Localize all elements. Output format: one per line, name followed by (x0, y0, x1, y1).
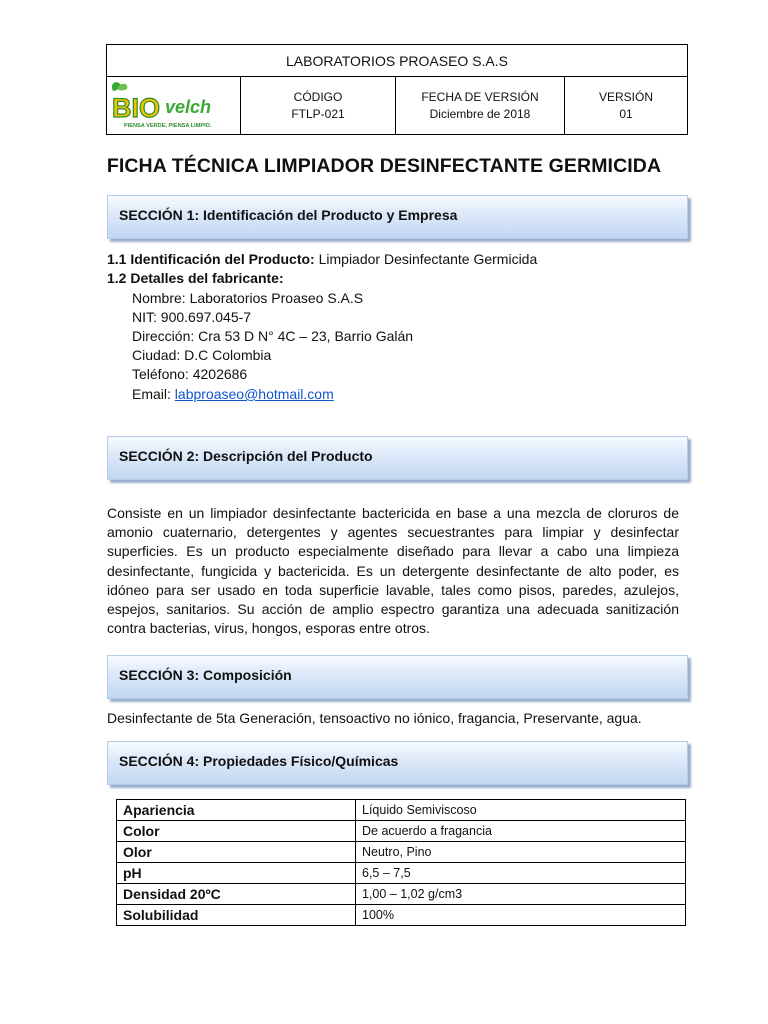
property-name: Solubilidad (117, 905, 356, 926)
property-value: 1,00 – 1,02 g/cm3 (356, 884, 686, 905)
document-header (106, 44, 688, 135)
section-4-heading: SECCIÓN 4: Propiedades Físico/Químicas (119, 753, 399, 769)
maker-email-line (132, 386, 334, 402)
property-value: Neutro, Pino (356, 842, 686, 863)
logo-brand-velch: velch (165, 97, 212, 117)
property-name: Olor (117, 842, 356, 863)
logo-graphic (107, 77, 239, 133)
version-cell (565, 77, 687, 134)
table-row (117, 800, 686, 821)
maker-phone: Teléfono: 4202686 (132, 366, 248, 382)
maker-name: Nombre: Laboratorios Proaseo S.A.S (132, 290, 364, 306)
version-value: 01 (619, 107, 633, 121)
table-row (117, 863, 686, 884)
table-row (117, 905, 686, 926)
code-value: FTLP-021 (291, 107, 345, 121)
version-label: VERSIÓN (598, 90, 653, 104)
property-value: 6,5 – 7,5 (356, 863, 686, 884)
section-1-heading: SECCIÓN 1: Identificación del Producto y Empresa (119, 207, 458, 223)
code-label: CÓDIGO (293, 90, 343, 104)
table-row (117, 884, 686, 905)
maker-label: 1.2 Detalles del fabricante: (107, 270, 284, 286)
email-link[interactable]: labproaseo@hotmail.com (174, 386, 334, 402)
section-4-heading-box (107, 741, 688, 785)
product-value: Limpiador Desinfectante Germicida (314, 251, 538, 267)
properties-table (116, 799, 686, 926)
date-value: Diciembre de 2018 (429, 107, 531, 121)
company-name: LABORATORIOS PROASEO S.A.S (107, 45, 687, 77)
maker-nit: NIT: 900.697.045-7 (132, 309, 252, 325)
property-name: Densidad 20ºC (117, 884, 356, 905)
document-title: FICHA TÉCNICA LIMPIADOR DESINFECTANTE GERMICIDA (106, 155, 662, 177)
product-description: Consiste en un limpiador desinfectante bactericida en base a una mezcla de cloruros de amonio cuaternario, detergentes y agentes secuestrantes para limpiar y desinfectar superficies. Es un producto especialmente diseñado para llevar a cabo una limpieza desinfectante, fungicida y bactericida. Es un detergente desinfectante de alto poder, es idóneo para ser usado en toda superficie lavable, tales como pisos, paredes, azulejos, espejos, sanitarios. Su acción de amplio espectro garantiza una adecuada sanitización contra bacterias, virus, hongos, esporas entre otros. (107, 505, 679, 637)
logo-tagline: PIENSA VERDE, PIENSA LIMPIO. (124, 123, 212, 129)
email-label: Email: (132, 386, 175, 402)
bio-velch-logo (107, 77, 241, 134)
maker-city: Ciudad: D.C Colombia (132, 347, 272, 363)
date-label: FECHA DE VERSIÓN (421, 90, 539, 104)
maker-address: Dirección: Cra 53 D N° 4C – 23, Barrio Galán (132, 328, 414, 344)
table-row (117, 821, 686, 842)
property-value: De acuerdo a fragancia (356, 821, 686, 842)
property-name: Apariencia (117, 800, 356, 821)
date-cell (396, 77, 565, 134)
code-cell (241, 77, 396, 134)
composition-text: Desinfectante de 5ta Generación, tensoactivo no iónico, fragancia, Preservante, agua. (107, 710, 642, 726)
table-row (117, 842, 686, 863)
property-value: Líquido Semiviscoso (356, 800, 686, 821)
section-1-heading-box (107, 195, 688, 239)
section-2-heading-box (107, 436, 688, 480)
section-2-heading: SECCIÓN 2: Descripción del Producto (119, 448, 373, 464)
logo-brand-bio: BIO (112, 93, 161, 123)
section-3-heading-box (107, 655, 688, 699)
property-name: pH (117, 863, 356, 884)
product-label: 1.1 Identificación del Producto: (107, 251, 315, 267)
section-3-heading: SECCIÓN 3: Composición (119, 667, 292, 683)
property-value: 100% (356, 905, 686, 926)
property-name: Color (117, 821, 356, 842)
product-identification-line (107, 251, 537, 267)
